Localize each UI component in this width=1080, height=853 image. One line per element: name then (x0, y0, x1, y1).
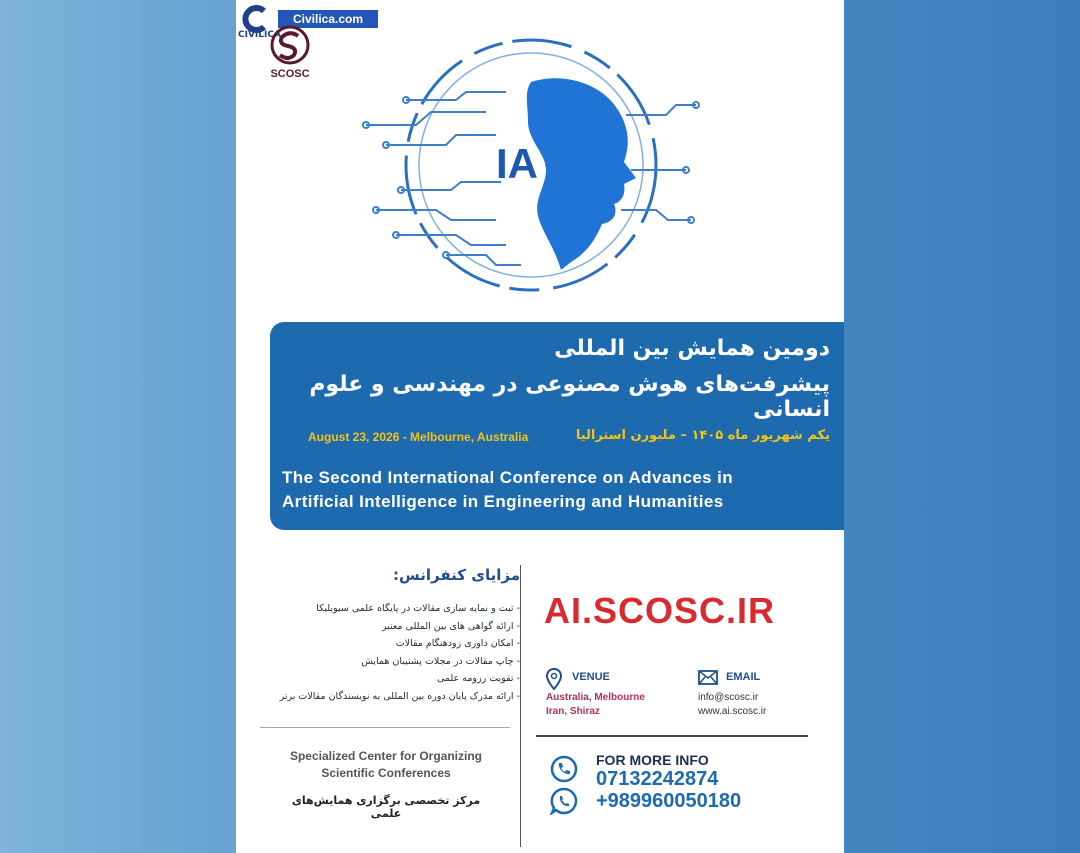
persian-title-line1: دومین همایش بین المللی (554, 336, 830, 361)
venue-line2: Iran, Shiraz (546, 706, 600, 717)
english-title-line1: The Second International Conference on Advances in (282, 468, 734, 487)
scosc-logo-text: SCOSC (270, 68, 310, 80)
venue-label: VENUE (572, 671, 610, 683)
advantages-heading: مزایای کنفرانس: (393, 566, 520, 584)
list-item: - ارائه مدرک پایان دوره بین المللی به نویسندگان مقالات برتر (260, 688, 520, 706)
phone-number[interactable]: 07132242874 (596, 768, 719, 790)
english-title-line2: Artificial Intelligence in Engineering and Humanities (282, 492, 724, 511)
phone-icon (550, 755, 578, 783)
list-item: - امکان داوری زودهنگام مقالات (260, 635, 520, 653)
list-item: - ارائه گواهی های بین المللی معتبر (260, 618, 520, 636)
location-pin-icon (546, 668, 562, 690)
list-item: - چاپ مقالات در مجلات پشتیبان همایش (260, 653, 520, 671)
persian-title-line2: پیشرفت‌های هوش مصنوعی در مهندسی و علوم انسانی (309, 372, 830, 422)
organizer-english-line1: Specialized Center for Organizing (289, 749, 483, 763)
envelope-icon (698, 670, 718, 685)
organizer-persian: مرکز تخصصی برگزاری همایش‌های علمی (291, 794, 481, 820)
email-address[interactable]: info@scosc.ir (698, 692, 759, 703)
whatsapp-icon (550, 787, 578, 815)
list-item: - تقویت رزومه علمی (260, 670, 520, 688)
advantages-list (260, 600, 520, 705)
website-address[interactable]: www.ai.scosc.ir (698, 706, 767, 717)
title-banner (270, 322, 844, 530)
venue-line1: Australia, Melbourne (546, 692, 645, 703)
more-info-heading: FOR MORE INFO (596, 752, 709, 768)
civilica-link[interactable]: Civilica.com (278, 10, 378, 28)
divider (536, 735, 808, 737)
date-persian: یکم شهریور ماه ۱۴۰۵ – ملبورن استرالیا (575, 428, 830, 443)
ia-mark: IA (496, 140, 538, 187)
whatsapp-number[interactable]: +989960050180 (596, 790, 742, 812)
website-link[interactable]: AI.SCOSC.IR (544, 590, 776, 631)
list-item: - ثبت و نمایه سازی مقالات در پایگاه علمی سیویلیکا (260, 600, 520, 618)
civilica-logo-text: CIVILICA (238, 30, 281, 40)
conference-poster (236, 0, 844, 853)
date-english: August 23, 2026 - Melbourne, Australia (308, 430, 529, 444)
divider (260, 727, 510, 728)
ai-head-illustration (356, 20, 706, 320)
scosc-logo-icon (266, 22, 314, 68)
vertical-divider (520, 565, 521, 847)
organizer-english-line2: Scientific Conferences (321, 766, 451, 780)
email-label: EMAIL (726, 671, 761, 683)
